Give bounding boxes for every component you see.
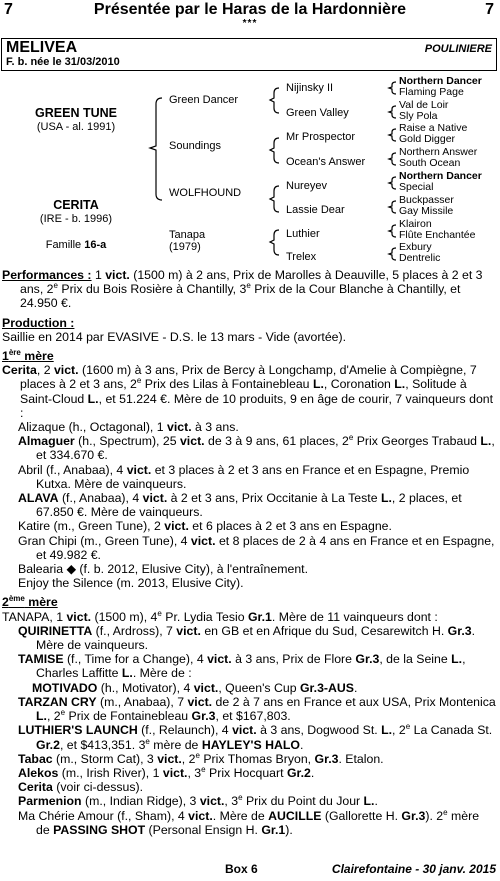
pedigree-g4: Raise a Native (399, 122, 468, 134)
produce-item: Alizaque (h., Octagonal), 1 vict. à 3 ans. (18, 420, 239, 435)
lot-number-left: 7 (4, 1, 13, 18)
first-dam: Cerita, 2 vict. (1600 m) à 3 ans, Prix de Bercy à Longchamp, d'Amelie à Compiègne, 7 places à 2 et 3 ans, 2e Prix des Lilas à Fontainebleau L., Coronation L., Solitude à Saint-Cloud L., et 51.224 €. Mère de 10 produits, 9 en âge de courir, 7 vainqueurs dont : (2, 363, 494, 420)
produce-item: Ma Chérie Amour (f., Sham), 4 vict.. Mère de AUCILLE (Gallorette H. Gr.3). 2e mère de PASSING SHOT (Personal Ensign H. Gr.1). (18, 807, 480, 837)
pedigree-g2: WOLFHOUND (169, 187, 242, 199)
produce-item: Alekos (m., Irish River), 1 vict., 3e Prix Hocquart Gr.2. (18, 764, 315, 780)
page-header (0, 1, 500, 31)
pedigree-g4: Dentrelic (399, 252, 441, 264)
pedigree-g3: Ocean's Answer (286, 156, 366, 168)
pedigree-table (0, 76, 500, 266)
produce-item: LUTHIER'S LAUNCH (f., Relaunch), 4 vict. à 3 ans, Dogwood St. L., 2e La Canada St. Gr.2, et $413,351. 3e mère de HAYLEY'S HALO. (18, 722, 493, 752)
pedigree-g4: Northern Dancer (399, 170, 482, 182)
pedigree-sire: GREEN TUNE (35, 106, 117, 120)
produce-item: ALAVA (f., Anabaa), 4 vict. à 2 et 3 ans, Prix Occitanie à La Teste L., 2 places, et 67.850 €. Mère de vainqueurs. (18, 491, 462, 520)
pedigree-g3: Nijinsky II (286, 82, 334, 94)
catalogue-body (2, 268, 496, 837)
produce-item: Tabac (m., Storm Cat), 3 vict., 2e Prix Thomas Bryon, Gr.3. Etalon. (18, 750, 384, 766)
box-number: Box 6 (225, 862, 258, 876)
pedigree-g4: Northern Answer (399, 146, 478, 158)
pedigree-sire-info: (USA - al. 1991) (36, 121, 116, 133)
pedigree-g4: Special (399, 181, 434, 193)
second-dam: TANAPA, 1 vict. (1500 m), 4e Pr. Lydia Tesio Gr.1. Mère de 11 vainqueurs dont : (2, 608, 438, 624)
first-dam-label: 1ère mère (2, 347, 54, 364)
produce-item: MOTIVADO (h., Motivator), 4 vict., Queen's Cup Gr.3-AUS. (32, 680, 358, 695)
produce-item: Parmenion (m., Indian Ridge), 3 vict., 3e Prix du Point du Jour L.. (18, 793, 378, 809)
produce-item: Almaguer (h., Spectrum), 25 vict. de 3 à 9 ans, 61 places, 2e Prix Georges Trabaud L., et 334.670 €. (18, 433, 495, 463)
production: Saillie en 2014 par EVASIVE - D.S. le 13 mars - Vide (avortée). (2, 329, 347, 344)
pedigree-g3: Lassie Dear (286, 204, 345, 216)
pedigree-dam-info: (IRE - b. 1996) (39, 213, 113, 225)
pedigree-g4: Gold Digger (399, 133, 456, 145)
pedigree-g4: Flaming Page (399, 86, 464, 98)
lot-number-right: 7 (485, 1, 494, 18)
pedigree-g2-year: (1979) (169, 241, 201, 253)
produce-item: Abril (f., Anabaa), 4 vict. et 3 places à 2 et 3 ans en France et en Espagne, Premio Kutxa. Mère de vainqueurs. (18, 462, 470, 491)
pedigree-g2: Green Dancer (169, 94, 239, 106)
produce-item: QUIRINETTA (f., Ardross), 7 vict. en GB et en Afrique du Sud, Cesarewitch H. Gr.3. Mère de vainqueurs. (18, 623, 476, 653)
produce-item: TAMISE (f., Time for a Change), 4 vict. à 3 ans, Prix de Flore Gr.3, de la Seine L., Charles Laffitte L.. Mère de : (18, 652, 466, 681)
pedigree-g4: Buckpasser (399, 194, 454, 206)
pedigree-g4: Northern Dancer (399, 75, 482, 87)
stars-separator: *** (242, 18, 258, 29)
horse-class: POULINIERE (424, 43, 492, 55)
page-title: Présentée par le Haras de la Hardonnière (93, 1, 407, 18)
pedigree-g3: Nureyev (286, 180, 327, 192)
pedigree-g4: Flûte Enchantée (399, 229, 476, 241)
pedigree-g4: Gay Missile (399, 205, 454, 217)
pedigree-g3: Trelex (286, 251, 317, 263)
produce-item: Gran Chipi (m., Green Tune), 4 vict. et 8 places de 2 à 4 ans en France et en Espagne, et 49.982 €. (18, 533, 495, 562)
horse-name-box (1, 38, 497, 71)
produce-item: TARZAN CRY (m., Anabaa), 7 vict. de 2 à 7 ans en France et aux USA, Prix Montenica L., 2e Prix de Fontainebleau Gr.3, et $167,803. (18, 694, 496, 724)
page-footer (0, 862, 500, 880)
second-dam-label: 2ème mère (2, 594, 58, 610)
produce-item: Enjoy the Silence (m. 2013, Elusive City). (18, 576, 244, 591)
horse-birth: F. b. née le 31/03/2010 (6, 56, 120, 68)
pedigree-g2: Soundings (169, 140, 221, 152)
production-label: Production : (2, 315, 75, 330)
pedigree-g3: Luthier (286, 228, 320, 240)
sale-info: Clairefontaine - 30 janv. 2015 (331, 862, 496, 876)
pedigree-g4: Val de Loir (399, 99, 449, 111)
pedigree-family: Famille 16-a (45, 239, 107, 251)
pedigree-g3: Mr Prospector (286, 131, 356, 143)
pedigree-g4: Klairon (399, 218, 432, 230)
pedigree-g4: Sly Pola (399, 110, 438, 122)
pedigree-g2: Tanapa (169, 229, 206, 241)
pedigree-g4: Exbury (399, 241, 432, 253)
produce-item: Balearia ◆ (f. b. 2012, Elusive City), à l'entraînement. (18, 562, 308, 577)
pedigree-g3: Green Valley (286, 107, 349, 119)
horse-name: MELIVEA (6, 39, 78, 56)
pedigree-g4: South Ocean (399, 157, 461, 169)
pedigree-dam: CERITA (53, 198, 99, 212)
produce-item: Katire (m., Green Tune), 2 vict. et 6 places à 2 et 3 ans en Espagne. (18, 519, 392, 534)
produce-item: Cerita (voir ci-dessus). (18, 780, 144, 795)
performances: Performances : 1 vict. (1500 m) à 2 ans, Prix de Marolles à Deauville, 5 places à 2 et 3 ans, 2e Prix du Bois Rosière à Chantilly, 3e Prix de la Cour Blanche à Chantilly, et 24.950 €. (2, 268, 483, 311)
